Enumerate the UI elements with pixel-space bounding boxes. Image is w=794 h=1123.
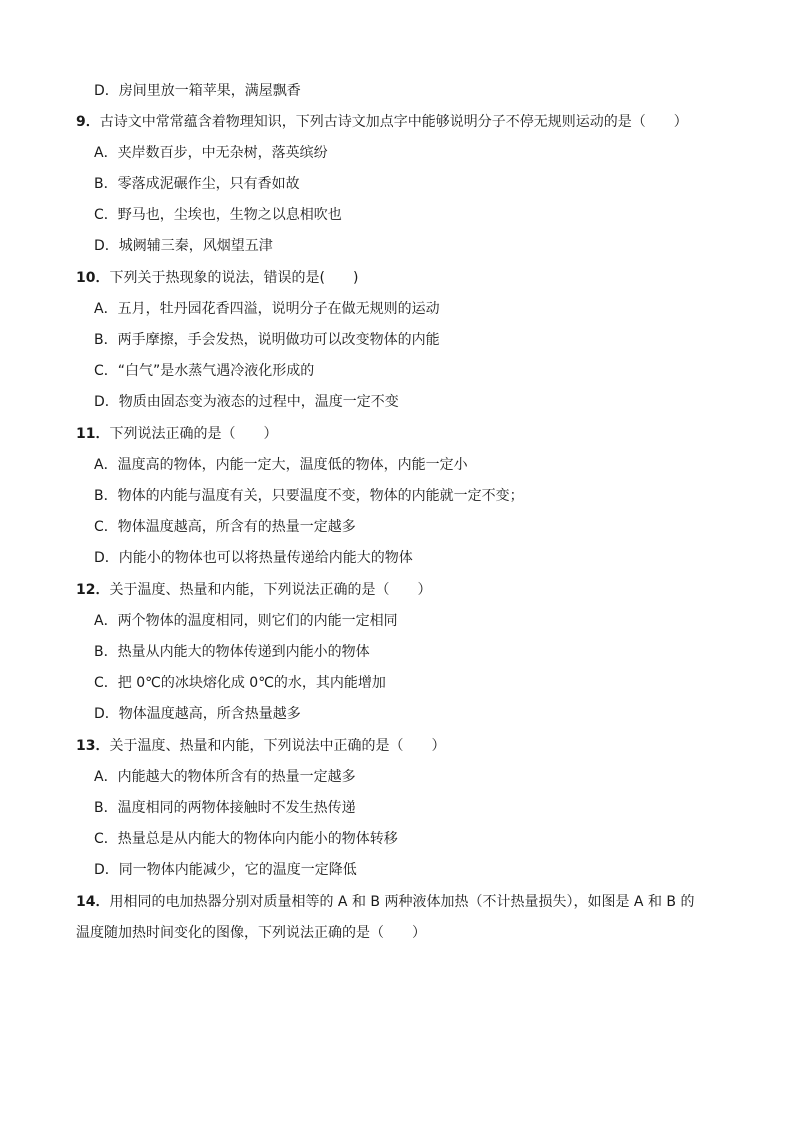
question-number: 11． xyxy=(76,426,110,442)
option-a-q13: A．内能越大的物体所含有的热量一定越多 xyxy=(94,769,356,785)
question-stem: 用相同的电加热器分别对质量相等的 A 和 B 两种液体加热（不计热量损失），如图是 A 和 B 的 xyxy=(109,894,695,910)
question-11 xyxy=(76,424,277,444)
option-a-q10: A．五月，牡丹园花香四溢，说明分子在做无规则的运动 xyxy=(94,301,440,317)
question-stem: 关于温度、热量和内能，下列说法正确的是（ ） xyxy=(109,582,432,598)
question-14 xyxy=(76,892,694,912)
question-stem: 下列关于热现象的说法，错误的是( ) xyxy=(109,270,359,286)
question-number: 10． xyxy=(76,270,110,286)
option-c-q13: C．热量总是从内能大的物体向内能小的物体转移 xyxy=(94,831,398,847)
option-b-q13: B．温度相同的两物体接触时不发生热传递 xyxy=(94,800,356,816)
question-12 xyxy=(76,580,431,600)
option-c-q12: C．把 0℃的冰块熔化成 0℃的水，其内能增加 xyxy=(94,675,386,691)
option-b-q12: B．热量从内能大的物体传递到内能小的物体 xyxy=(94,644,370,660)
option-a-q9: A．夹岸数百步，中无杂树，落英缤纷 xyxy=(94,145,328,161)
question-stem: 关于温度、热量和内能，下列说法中正确的是（ ） xyxy=(109,738,446,754)
question-number: 13． xyxy=(76,738,110,754)
question-13 xyxy=(76,736,445,756)
option-b-q11: B．物体的内能与温度有关，只要温度不变，物体的内能就一定不变； xyxy=(94,488,524,504)
option-d-q12: D．物体温度越高，所含热量越多 xyxy=(94,706,301,722)
option-d-q11: D．内能小的物体也可以将热量传递给内能大的物体 xyxy=(94,550,413,566)
question-number: 12． xyxy=(76,582,110,598)
option-c-q10: C．“白气”是水蒸气遇冷液化形成的 xyxy=(94,363,315,379)
question-stem: 古诗文中常常蕴含着物理知识，下列古诗文加点字中能够说明分子不停无规则运动的是（ ） xyxy=(99,114,688,130)
option-a-q12: A．两个物体的温度相同，则它们的内能一定相同 xyxy=(94,613,398,629)
option-c-q9: C．野马也，尘埃也，生物之以息相吹也 xyxy=(94,207,342,223)
option-b-q9: B．零落成泥碾作尘，只有香如故 xyxy=(94,176,300,192)
option-d-q10: D．物质由固态变为液态的过程中，温度一定不变 xyxy=(94,394,399,410)
question-9 xyxy=(76,112,688,132)
option-d-q8: D．房间里放一箱苹果，满屋飘香 xyxy=(94,83,301,99)
question-number: 14． xyxy=(76,894,110,910)
question-stem: 下列说法正确的是（ ） xyxy=(109,426,278,442)
question-10 xyxy=(76,268,358,288)
option-a-q11: A．温度高的物体，内能一定大，温度低的物体，内能一定小 xyxy=(94,457,468,473)
option-d-q9: D．城阙辅三秦，风烟望五津 xyxy=(94,238,273,254)
question-number: 9． xyxy=(76,114,100,130)
option-b-q10: B．两手摩擦，手会发热，说明做功可以改变物体的内能 xyxy=(94,332,440,348)
option-d-q13: D．同一物体内能减少，它的温度一定降低 xyxy=(94,862,357,878)
option-c-q11: C．物体温度越高，所含有的热量一定越多 xyxy=(94,519,356,535)
question-14-continuation: 温度随加热时间变化的图像，下列说法正确的是（ ） xyxy=(76,925,426,941)
